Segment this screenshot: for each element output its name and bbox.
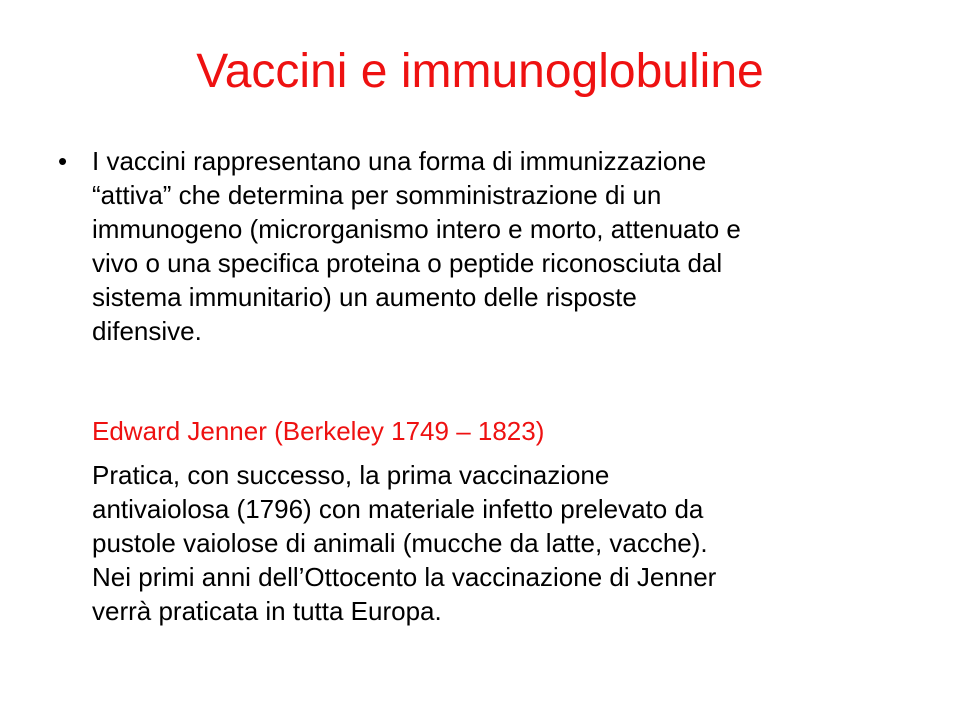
bullet-line: sistema immunitario) un aumento delle risposte [92,282,637,312]
jenner-line: pustole vaiolose di animali (mucche da latte, vacche). [92,528,708,558]
jenner-line: verrà praticata in tutta Europa. [92,596,442,626]
jenner-line: Nei primi anni dell’Ottocento la vaccinazione di Jenner [92,562,717,592]
jenner-heading: Edward Jenner (Berkeley 1749 – 1823) [92,416,545,446]
bullet-text [92,144,878,348]
slide-title: Vaccini e immunoglobuline [196,45,764,98]
bullet-line: vivo o una specifica proteina o peptide riconosciuta dal [92,248,723,278]
bullet-line: difensive. [92,316,202,346]
jenner-line: antivaiolosa (1796) con materiale infetto prelevato da [92,494,704,524]
bullet-line: immunogeno (microrganismo intero e morto, attenuato e [92,214,741,244]
bullet-line: I vaccini rappresentano una forma di immunizzazione [92,146,707,176]
jenner-line: Pratica, con successo, la prima vaccinazione [92,460,610,490]
slide-body [58,144,878,628]
bullet-line: “attiva” che determina per somministrazione di un [92,180,662,210]
jenner-paragraph [92,458,878,628]
bullet-icon: • [58,146,68,176]
bullet-item [58,144,878,348]
